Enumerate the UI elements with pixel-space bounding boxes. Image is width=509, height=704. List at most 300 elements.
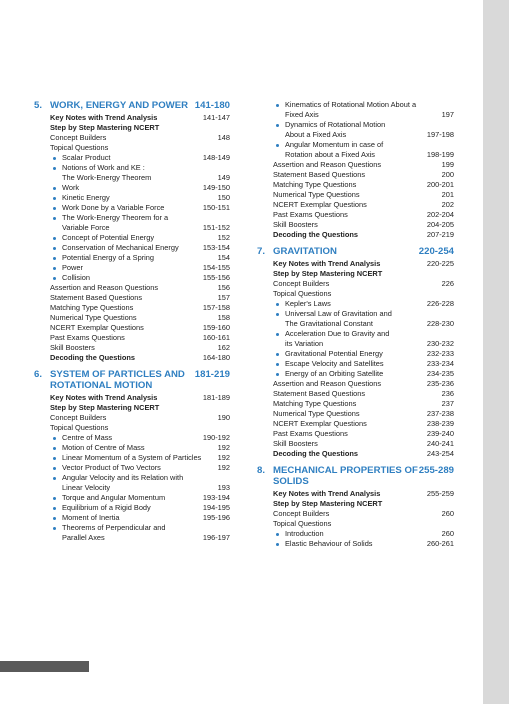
toc-entry[interactable] <box>257 210 454 220</box>
toc-entry-label-line: Key Notes with Trend Analysis <box>50 393 158 402</box>
toc-entry[interactable] <box>34 293 230 303</box>
toc-entry-label-line: Kinetic Energy <box>62 193 110 202</box>
toc-entry[interactable] <box>34 393 230 403</box>
toc-entry[interactable] <box>257 230 454 240</box>
toc-entry-label-line: Past Exams Questions <box>50 333 125 342</box>
toc-entry-pages: 158 <box>217 313 230 322</box>
toc-entry-label <box>34 203 203 213</box>
toc-entry[interactable] <box>257 529 454 539</box>
toc-entry[interactable] <box>34 153 230 163</box>
toc-entry-label <box>257 279 442 289</box>
toc-entry-label <box>257 210 427 220</box>
toc-entry-pages: 197 <box>441 110 454 119</box>
toc-entry-label-line: Theorems of Perpendicular and <box>62 523 166 532</box>
toc-entry-label <box>34 443 218 453</box>
toc-entry[interactable] <box>34 233 230 243</box>
toc-entry-label-line: Numerical Type Questions <box>273 409 360 418</box>
chapter-heading[interactable] <box>34 100 230 111</box>
toc-entry-label <box>257 389 442 399</box>
toc-entry-label-line: Kepler's Laws <box>285 299 331 308</box>
toc-entry-label-line: Skill Boosters <box>273 439 318 448</box>
toc-entry[interactable] <box>257 519 454 529</box>
toc-entry-label-line: Dynamics of Rotational Motion <box>285 120 386 129</box>
toc-entry-pages: 196-197 <box>202 533 230 542</box>
toc-entry[interactable] <box>34 273 230 283</box>
toc-entry-label-line: Angular Velocity and its Relation with <box>62 473 184 482</box>
toc-entry-label-line: Motion of Centre of Mass <box>62 443 145 452</box>
chapter-heading[interactable] <box>257 246 454 257</box>
toc-entry-label <box>257 269 454 279</box>
toc-entry-label-line: Decoding the Questions <box>273 230 358 239</box>
chapter-pages: 220-254 <box>418 246 454 257</box>
toc-entry-pages: 232-233 <box>426 349 454 358</box>
toc-entry-label-line: Matching Type Questions <box>273 399 357 408</box>
toc-entry-label-line: NCERT Exemplar Questions <box>273 419 367 428</box>
toc-entry-label-line: Concept of Potential Energy <box>62 233 155 242</box>
toc-entry-label-line: Topical Questions <box>50 143 109 152</box>
toc-entry[interactable] <box>34 283 230 293</box>
toc-entry[interactable] <box>34 133 230 143</box>
toc-entry-pages: 152 <box>217 233 230 242</box>
toc-entry-pages: 149-150 <box>202 183 230 192</box>
toc-entry-pages: 233-234 <box>426 359 454 368</box>
toc-entry-pages: 201 <box>441 190 454 199</box>
toc-entry-pages: 195-196 <box>202 513 230 522</box>
toc-entry-pages: 160-161 <box>202 333 230 342</box>
toc-entry-pages: 149 <box>217 173 230 182</box>
toc-entry-label <box>257 309 427 329</box>
toc-entry-label <box>257 140 427 160</box>
toc-entry[interactable] <box>257 160 454 170</box>
toc-entry-label <box>34 343 218 353</box>
toc-entry[interactable] <box>257 329 454 349</box>
toc-entry-label-line: Assertion and Reason Questions <box>50 283 159 292</box>
toc-entry-pages: 157 <box>217 293 230 302</box>
toc-entry-pages: 162 <box>217 343 230 352</box>
toc-entry-label-line: Decoding the Questions <box>273 449 358 458</box>
toc-entry-label <box>34 163 218 183</box>
toc-entry-label <box>34 323 203 333</box>
toc-entry-label <box>34 243 203 253</box>
toc-entry-label-line: The Work-Energy Theorem <box>62 173 152 182</box>
toc-entry-label <box>34 353 203 363</box>
toc-entry-label <box>34 233 218 243</box>
toc-entry-pages: 192 <box>217 453 230 462</box>
toc-entry-label-line: Equilibrium of a Rigid Body <box>62 503 151 512</box>
toc-entry[interactable] <box>257 100 454 120</box>
toc-entry-pages: 181-189 <box>202 393 230 402</box>
toc-entry-label-line: Work <box>62 183 80 192</box>
toc-entry-pages: 193-194 <box>202 493 230 502</box>
toc-entry-pages: 154 <box>217 253 230 262</box>
toc-entry[interactable] <box>257 509 454 519</box>
toc-entry-label <box>257 369 427 379</box>
toc-entry-label <box>34 433 203 443</box>
toc-entry-label-line: Rotation about a Fixed Axis <box>285 150 375 159</box>
toc-entry-label-line: Key Notes with Trend Analysis <box>273 259 381 268</box>
toc-entry-label-line: Concept Builders <box>50 133 107 142</box>
toc-entry-pages: 260 <box>441 509 454 518</box>
toc-entry[interactable] <box>34 333 230 343</box>
toc-entry-label-line: Escape Velocity and Satellites <box>285 359 384 368</box>
toc-entry-label <box>257 259 427 269</box>
toc-entry-pages: 148-149 <box>202 153 230 162</box>
toc-entry-label-line: Linear Velocity <box>62 483 111 492</box>
toc-entry[interactable] <box>34 123 230 133</box>
toc-entry[interactable] <box>34 143 230 153</box>
toc-entry-label <box>34 393 203 403</box>
toc-entry-pages: 159-160 <box>202 323 230 332</box>
toc-entry-label <box>34 303 203 313</box>
toc-entry-label <box>257 299 427 309</box>
toc-entry-pages: 157-158 <box>202 303 230 312</box>
toc-entry[interactable] <box>257 539 454 549</box>
toc-entry-label <box>34 143 230 153</box>
toc-entry-label-line: Topical Questions <box>50 423 109 432</box>
toc-entry-label-line: Statement Based Questions <box>273 389 366 398</box>
chapter-title: SYSTEM OF PARTICLES AND ROTATIONAL MOTION <box>50 369 185 391</box>
toc-entry-label <box>34 133 218 143</box>
toc-entry-label <box>257 449 427 459</box>
chapter-pages: 255-289 <box>418 465 454 476</box>
toc-entry-label-line: Numerical Type Questions <box>50 313 137 322</box>
toc-entry-label <box>34 503 203 513</box>
toc-entry-label <box>257 519 454 529</box>
toc-entry-label <box>257 359 427 369</box>
toc-entry-label <box>257 349 427 359</box>
toc-entry[interactable] <box>257 120 454 140</box>
toc-entry-pages: 228-230 <box>426 319 454 328</box>
toc-entry-label-line: Past Exams Questions <box>273 429 348 438</box>
toc-entry-label-line: Skill Boosters <box>50 343 95 352</box>
toc-entry-pages: 194-195 <box>202 503 230 512</box>
toc-entry[interactable] <box>34 513 230 523</box>
toc-entry[interactable] <box>257 409 454 419</box>
toc-entry-label <box>34 213 203 233</box>
chapter-number: 5. <box>34 100 43 111</box>
toc-entry-label-line: Variable Force <box>62 223 110 232</box>
toc-entry[interactable] <box>34 113 230 123</box>
toc-entry[interactable] <box>34 523 230 543</box>
toc-entry-label <box>34 493 203 503</box>
chapter-pages: 181-219 <box>194 369 230 380</box>
toc-entry-pages: 190-192 <box>202 433 230 442</box>
toc-entry-pages: 153-154 <box>202 243 230 252</box>
toc-entry[interactable] <box>34 473 230 493</box>
toc-entry-label-line: Key Notes with Trend Analysis <box>50 113 158 122</box>
toc-entry-label-line: Past Exams Questions <box>273 210 348 219</box>
toc-entry[interactable] <box>257 359 454 369</box>
toc-entry-label-line: its Variation <box>285 339 324 348</box>
toc-entry-label <box>34 183 203 193</box>
toc-entry-label-line: Kinematics of Rotational Motion About a <box>285 100 417 109</box>
toc-entry[interactable] <box>34 453 230 463</box>
toc-entry[interactable] <box>257 389 454 399</box>
toc-entry[interactable] <box>34 443 230 453</box>
toc-entry-label-line: About a Fixed Axis <box>285 130 347 139</box>
toc-entry[interactable] <box>34 313 230 323</box>
chapter-title: MECHANICAL PROPERTIES OF SOLIDS <box>273 465 418 487</box>
toc-entry[interactable] <box>257 269 454 279</box>
toc-entry-pages: 148 <box>217 133 230 142</box>
toc-entry-label-line: Conservation of Mechanical Energy <box>62 243 179 252</box>
toc-entry-label <box>34 253 218 263</box>
toc-entry-label-line: The Work-Energy Theorem for a <box>62 213 169 222</box>
toc-entry[interactable] <box>257 279 454 289</box>
chapter-heading[interactable] <box>34 369 230 391</box>
toc-entry[interactable] <box>257 200 454 210</box>
toc-entry-label <box>257 190 442 200</box>
toc-entry[interactable] <box>34 493 230 503</box>
toc-entry-label <box>34 333 203 343</box>
toc-entry-label <box>257 230 427 240</box>
toc-entry[interactable] <box>257 379 454 389</box>
toc-entry-label-line: Energy of an Orbiting Satellite <box>285 369 384 378</box>
toc-entry[interactable] <box>34 263 230 273</box>
toc-entry-label <box>34 403 230 413</box>
toc-entry-label-line: Statement Based Questions <box>273 170 366 179</box>
toc-entry-label-line: Introduction <box>285 529 324 538</box>
toc-entry-label-line: Numerical Type Questions <box>273 190 360 199</box>
toc-entry-pages: 207-219 <box>426 230 454 239</box>
toc-entry[interactable] <box>257 419 454 429</box>
toc-entry-pages: 260 <box>441 529 454 538</box>
toc-entry-label-line: Topical Questions <box>273 519 332 528</box>
toc-entry-label-line: Power <box>62 263 83 272</box>
toc-entry-pages: 260-261 <box>426 539 454 548</box>
toc-entry-label-line: Decoding the Questions <box>50 353 135 362</box>
toc-entry-label-line: Statement Based Questions <box>50 293 143 302</box>
toc-entry-label-line: Concept Builders <box>50 413 107 422</box>
toc-entry-label <box>257 180 427 190</box>
toc-entry[interactable] <box>257 399 454 409</box>
toc-entry-pages: 255-259 <box>426 489 454 498</box>
chapter-number: 7. <box>257 246 266 257</box>
toc-entry[interactable] <box>34 243 230 253</box>
toc-entry-label <box>34 283 218 293</box>
toc-entry-pages: 200 <box>441 170 454 179</box>
toc-entry-label <box>34 193 218 203</box>
toc-entry-label <box>257 429 427 439</box>
toc-entry-label <box>257 100 442 120</box>
toc-entry[interactable] <box>257 140 454 160</box>
toc-entry-pages: 230-232 <box>426 339 454 348</box>
toc-entry[interactable] <box>257 439 454 449</box>
toc-entry-label-line: Assertion and Reason Questions <box>273 160 382 169</box>
toc-entry-pages: 155-156 <box>202 273 230 282</box>
toc-entry[interactable] <box>34 163 230 183</box>
toc-entry-pages: 237-238 <box>426 409 454 418</box>
toc-entry[interactable] <box>34 183 230 193</box>
toc-right-column <box>257 100 454 549</box>
toc-entry-pages: 235-236 <box>426 379 454 388</box>
toc-entry-label-line: Collision <box>62 273 90 282</box>
toc-entry-pages: 164-180 <box>202 353 230 362</box>
toc-entry[interactable] <box>257 309 454 329</box>
toc-entry-label <box>257 200 442 210</box>
footer-bar <box>0 661 89 672</box>
toc-entry-pages: 234-235 <box>426 369 454 378</box>
toc-entry-label-line: Universal Law of Gravitation and <box>285 309 392 318</box>
toc-entry[interactable] <box>257 259 454 269</box>
toc-left-column <box>34 100 230 543</box>
toc-entry-pages: 239-240 <box>426 429 454 438</box>
toc-entry-label <box>34 113 203 123</box>
toc-entry-label <box>257 489 427 499</box>
toc-entry-label-line: Fixed Axis <box>285 110 319 119</box>
toc-entry-label <box>257 170 442 180</box>
toc-entry[interactable] <box>257 449 454 459</box>
toc-entry[interactable] <box>257 289 454 299</box>
chapter-number: 8. <box>257 465 266 476</box>
toc-entry-label-line: The Gravitational Constant <box>285 319 373 328</box>
toc-entry[interactable] <box>257 299 454 309</box>
toc-entry[interactable] <box>257 220 454 230</box>
toc-entry-label-line: Work Done by a Variable Force <box>62 203 165 212</box>
toc-entry[interactable] <box>257 429 454 439</box>
toc-entry[interactable] <box>34 463 230 473</box>
toc-entry-label-line: Concept Builders <box>273 279 330 288</box>
toc-entry[interactable] <box>34 253 230 263</box>
toc-entry[interactable] <box>257 489 454 499</box>
chapter-heading[interactable] <box>257 465 454 487</box>
chapter-title: WORK, ENERGY AND POWER <box>50 100 189 111</box>
toc-entry-label-line: Torque and Angular Momentum <box>62 493 166 502</box>
toc-entry-label <box>257 220 427 230</box>
toc-entry-label-line: Moment of Inertia <box>62 513 120 522</box>
toc-entry[interactable] <box>34 303 230 313</box>
chapter-number: 6. <box>34 369 43 380</box>
toc-entry-label-line: Elastic Behaviour of Solids <box>285 539 373 548</box>
toc-entry[interactable] <box>257 369 454 379</box>
chapter-pages: 141-180 <box>194 100 230 111</box>
toc-entry-label <box>257 160 442 170</box>
toc-entry-label-line: Parallel Axes <box>62 533 105 542</box>
toc-entry-pages: 200-201 <box>426 180 454 189</box>
toc-entry-pages: 202 <box>441 200 454 209</box>
toc-entry-label <box>34 523 203 543</box>
toc-entry[interactable] <box>34 413 230 423</box>
chapter-title: GRAVITATION <box>273 246 337 257</box>
toc-entry-label <box>257 499 454 509</box>
toc-entry-pages: 237 <box>441 399 454 408</box>
toc-entry-pages: 199 <box>441 160 454 169</box>
toc-entry-label <box>34 293 218 303</box>
toc-entry-label-line: NCERT Exemplar Questions <box>273 200 367 209</box>
toc-entry-pages: 198-199 <box>426 150 454 159</box>
toc-entry-label-line: Topical Questions <box>273 289 332 298</box>
toc-entry-pages: 193 <box>217 483 230 492</box>
toc-entry[interactable] <box>34 403 230 413</box>
toc-entry-label <box>34 313 218 323</box>
toc-entry-pages: 141-147 <box>202 113 230 122</box>
toc-entry-label <box>34 463 218 473</box>
toc-entry-label <box>34 273 203 283</box>
toc-entry-pages: 240-241 <box>426 439 454 448</box>
toc-entry-label <box>34 413 218 423</box>
toc-entry-pages: 192 <box>217 463 230 472</box>
toc-entry-label <box>257 409 427 419</box>
toc-entry[interactable] <box>34 353 230 363</box>
toc-entry-label <box>257 329 427 349</box>
toc-entry-label <box>34 513 203 523</box>
toc-entry[interactable] <box>257 349 454 359</box>
toc-entry-label-line: NCERT Exemplar Questions <box>50 323 144 332</box>
toc-entry-label-line: Step by Step Mastering NCERT <box>50 403 160 412</box>
toc-entry-label <box>257 509 442 519</box>
toc-entry-pages: 156 <box>217 283 230 292</box>
toc-entry-pages: 150-151 <box>202 203 230 212</box>
toc-entry-label <box>34 423 230 433</box>
toc-entry-pages: 190 <box>217 413 230 422</box>
toc-entry[interactable] <box>257 499 454 509</box>
toc-entry-pages: 150 <box>217 193 230 202</box>
toc-entry-pages: 192 <box>217 443 230 452</box>
toc-entry-label-line: Step by Step Mastering NCERT <box>50 123 160 132</box>
toc-entry-label <box>257 439 427 449</box>
toc-entry-label-line: Potential Energy of a Spring <box>62 253 155 262</box>
toc-entry-pages: 154-155 <box>202 263 230 272</box>
toc-entry[interactable] <box>257 170 454 180</box>
toc-entry[interactable] <box>34 203 230 213</box>
toc-entry-label-line: Centre of Mass <box>62 433 113 442</box>
toc-entry-pages: 243-254 <box>426 449 454 458</box>
toc-entry[interactable] <box>34 423 230 433</box>
toc-entry-pages: 220-225 <box>426 259 454 268</box>
toc-entry-label-line: Step by Step Mastering NCERT <box>273 499 383 508</box>
toc-entry-label-line: Step by Step Mastering NCERT <box>273 269 383 278</box>
toc-entry-label <box>257 399 442 409</box>
toc-entry-pages: 238-239 <box>426 419 454 428</box>
toc-entry-label <box>34 263 203 273</box>
toc-entry-label <box>257 289 454 299</box>
toc-entry[interactable] <box>34 323 230 333</box>
toc-entry-label-line: Concept Builders <box>273 509 330 518</box>
toc-entry-pages: 236 <box>441 389 454 398</box>
toc-entry-pages: 151-152 <box>202 223 230 232</box>
toc-entry[interactable] <box>257 180 454 190</box>
toc-entry-label-line: Scalar Product <box>62 153 111 162</box>
toc-entry-label <box>257 379 427 389</box>
toc-entry-label <box>34 473 218 493</box>
toc-entry-label-line: Matching Type Questions <box>273 180 357 189</box>
toc-entry-label <box>34 153 203 163</box>
toc-entry-label <box>34 123 230 133</box>
toc-entry-label-line: Matching Type Questions <box>50 303 134 312</box>
toc-entry[interactable] <box>34 433 230 443</box>
toc-entry-label-line: Notions of Work and KE : <box>62 163 145 172</box>
toc-entry[interactable] <box>34 503 230 513</box>
toc-entry-label <box>34 453 218 463</box>
toc-entry[interactable] <box>34 213 230 233</box>
toc-entry-label-line: Key Notes with Trend Analysis <box>273 489 381 498</box>
toc-entry-label-line: Assertion and Reason Questions <box>273 379 382 388</box>
toc-entry-label <box>257 539 427 549</box>
toc-entry-label-line: Angular Momentum in case of <box>285 140 384 149</box>
toc-entry-pages: 202-204 <box>426 210 454 219</box>
toc-entry-pages: 226 <box>441 279 454 288</box>
toc-entry-label-line: Vector Product of Two Vectors <box>62 463 161 472</box>
toc-entry-pages: 204-205 <box>426 220 454 229</box>
toc-entry-label <box>257 120 427 140</box>
toc-entry[interactable] <box>34 193 230 203</box>
toc-entry[interactable] <box>257 190 454 200</box>
toc-entry-pages: 197-198 <box>426 130 454 139</box>
toc-entry-pages: 226-228 <box>426 299 454 308</box>
page-edge-strip <box>483 0 509 704</box>
toc-entry[interactable] <box>34 343 230 353</box>
toc-entry-label-line: Gravitational Potential Energy <box>285 349 383 358</box>
